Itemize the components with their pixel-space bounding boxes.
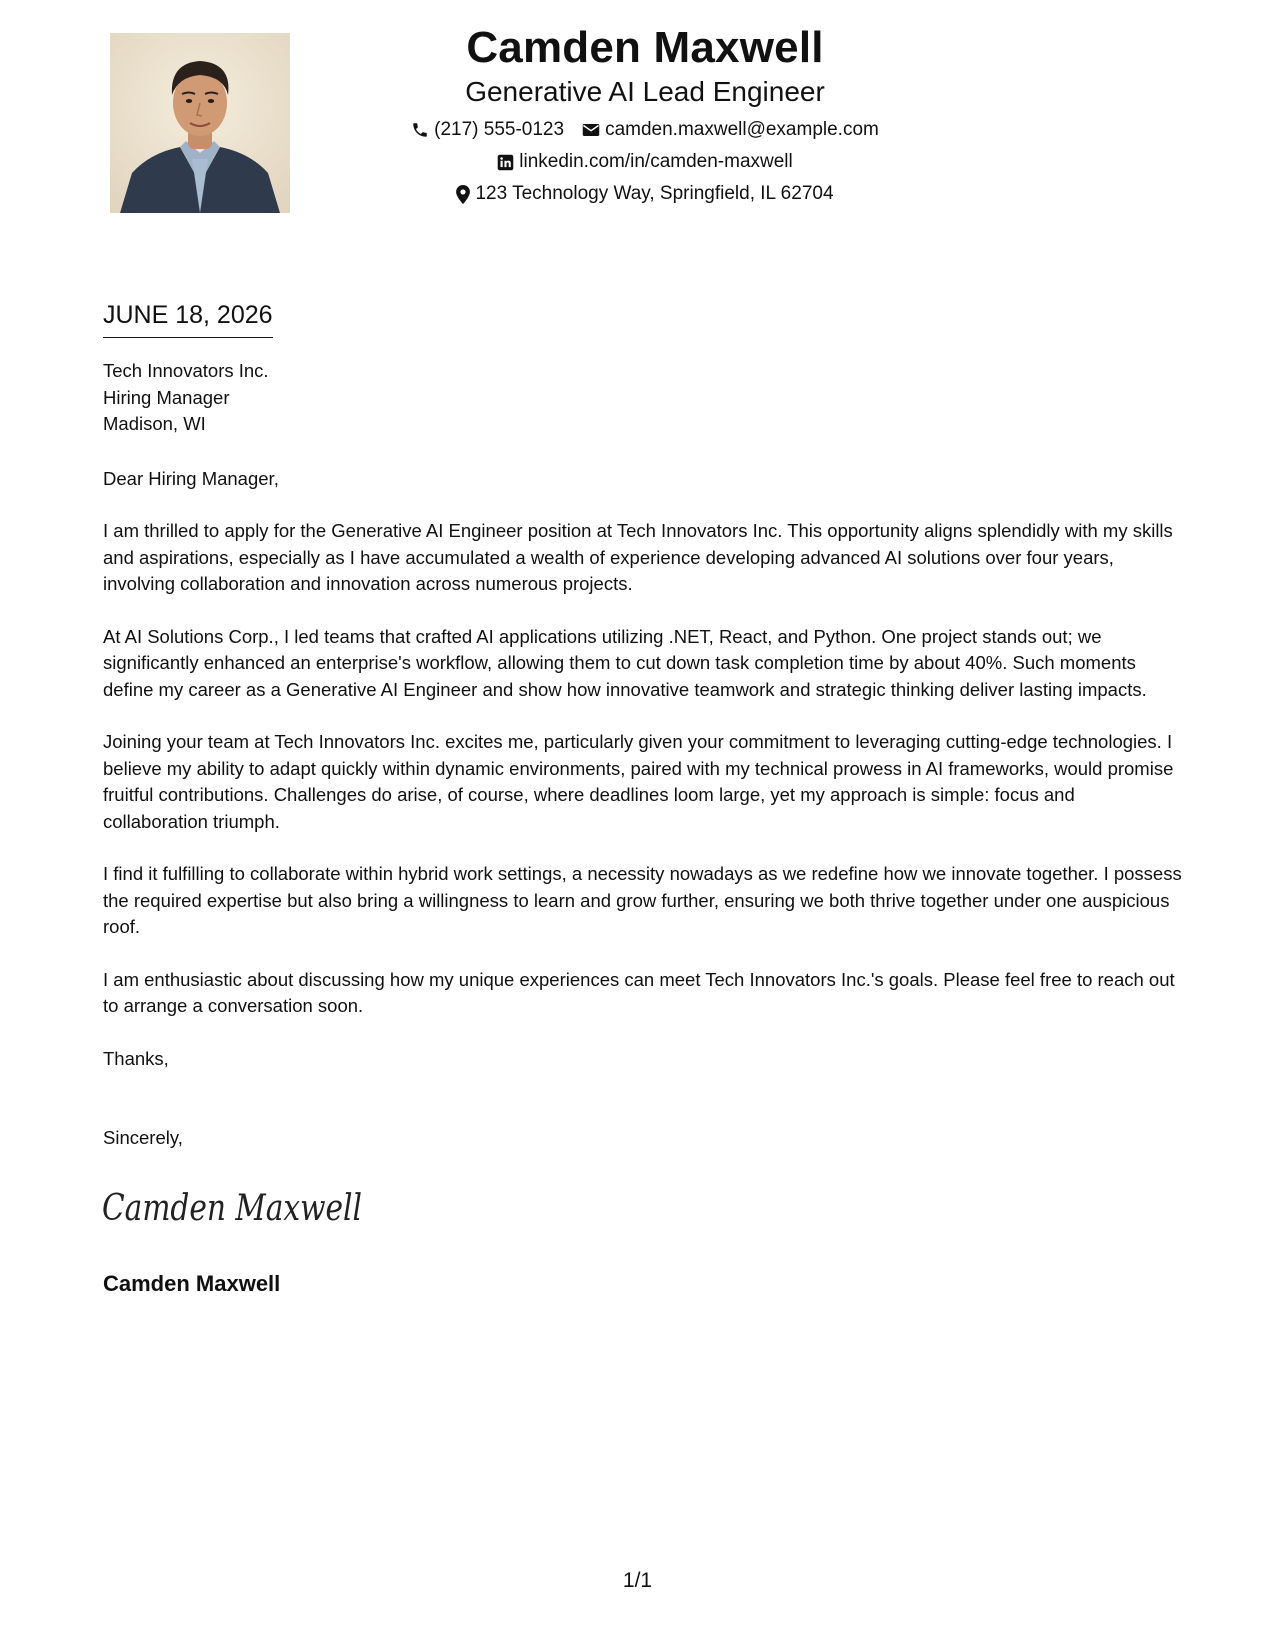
svg-text:Camden Maxwell: Camden Maxwell xyxy=(102,1188,362,1229)
email-contact[interactable] xyxy=(582,114,879,146)
phone-icon xyxy=(411,121,429,139)
linkedin-url: linkedin.com/in/camden-maxwell xyxy=(519,151,793,172)
map-pin-icon xyxy=(456,185,470,204)
linkedin-contact[interactable] xyxy=(497,146,793,178)
recipient-role: Hiring Manager xyxy=(103,386,230,408)
thanks-line: Thanks, xyxy=(103,1047,169,1069)
letter-body xyxy=(103,358,1183,1152)
body-paragraph: I am enthusiastic about discussing how my unique experiences can meet Tech Innovators Inc.'s goals. Please feel free to reach out to arrange a conversation soon. xyxy=(103,968,1175,1016)
phone-number: (217) 555-0123 xyxy=(434,119,565,140)
contact-row-address xyxy=(330,178,960,210)
body-paragraph: Joining your team at Tech Innovators Inc. excites me, particularly given your commitment to leveraging cutting-edge technologies. I believe my ability to adapt quickly within dynamic environments, paired with my technical prowess in AI frameworks, would promise fruitful contributions. Challenges do arise, of course, where deadlines loom large, yet my approach is simple: focus and collaboration triumph. xyxy=(103,731,1174,832)
recipient-company: Tech Innovators Inc. xyxy=(103,360,269,381)
body-paragraph: I find it fulfilling to collaborate within hybrid work settings, a necessity nowadays as we redefine how we innovate together. I possess the required expertise but also bring a willingness to learn and grow further, ensuring we both thrive together under one auspicious roof. xyxy=(103,863,1182,937)
signer-name: Camden Maxwell xyxy=(103,1271,281,1296)
recipient-block xyxy=(103,358,1183,438)
recipient-location: Madison, WI xyxy=(103,413,206,434)
page-number: 1/1 xyxy=(622,1569,653,1592)
handwritten-signature xyxy=(100,1178,370,1243)
header xyxy=(330,20,960,210)
candidate-title: Generative AI Lead Engineer xyxy=(465,76,825,107)
address-contact xyxy=(456,178,833,210)
phone-contact[interactable] xyxy=(411,114,564,146)
contact-row-linkedin xyxy=(330,146,960,178)
email-address: camden.maxwell@example.com xyxy=(605,119,879,140)
profile-photo xyxy=(110,33,290,213)
candidate-name: Camden Maxwell xyxy=(466,23,824,72)
salutation: Dear Hiring Manager, xyxy=(103,467,279,489)
letter-date: JUNE 18, 2026 xyxy=(103,299,273,338)
envelope-icon xyxy=(582,122,600,138)
closing-line: Sincerely, xyxy=(103,1127,183,1148)
body-paragraph: At AI Solutions Corp., I led teams that crafted AI applications utilizing .NET, React, and Python. One project stands out; we significantly enhanced an enterprise's workflow, allowing them to cut down task completion time by about 40%. Such moments define my career as a Generative AI Engineer and show how innovative teamwork and strategic thinking deliver lasting impacts. xyxy=(103,625,1147,700)
body-paragraph: I am thrilled to apply for the Generative AI Engineer position at Tech Innovators Inc. This opportunity aligns splendidly with my skills and aspirations, especially as I have accumulated a wealth of experience developing advanced AI solutions over four years, involving collaboration and innovation across numerous projects. xyxy=(103,520,1173,594)
linkedin-icon xyxy=(497,154,514,171)
address-text: 123 Technology Way, Springfield, IL 62704 xyxy=(475,183,834,204)
contact-row-phone-email xyxy=(330,114,960,146)
